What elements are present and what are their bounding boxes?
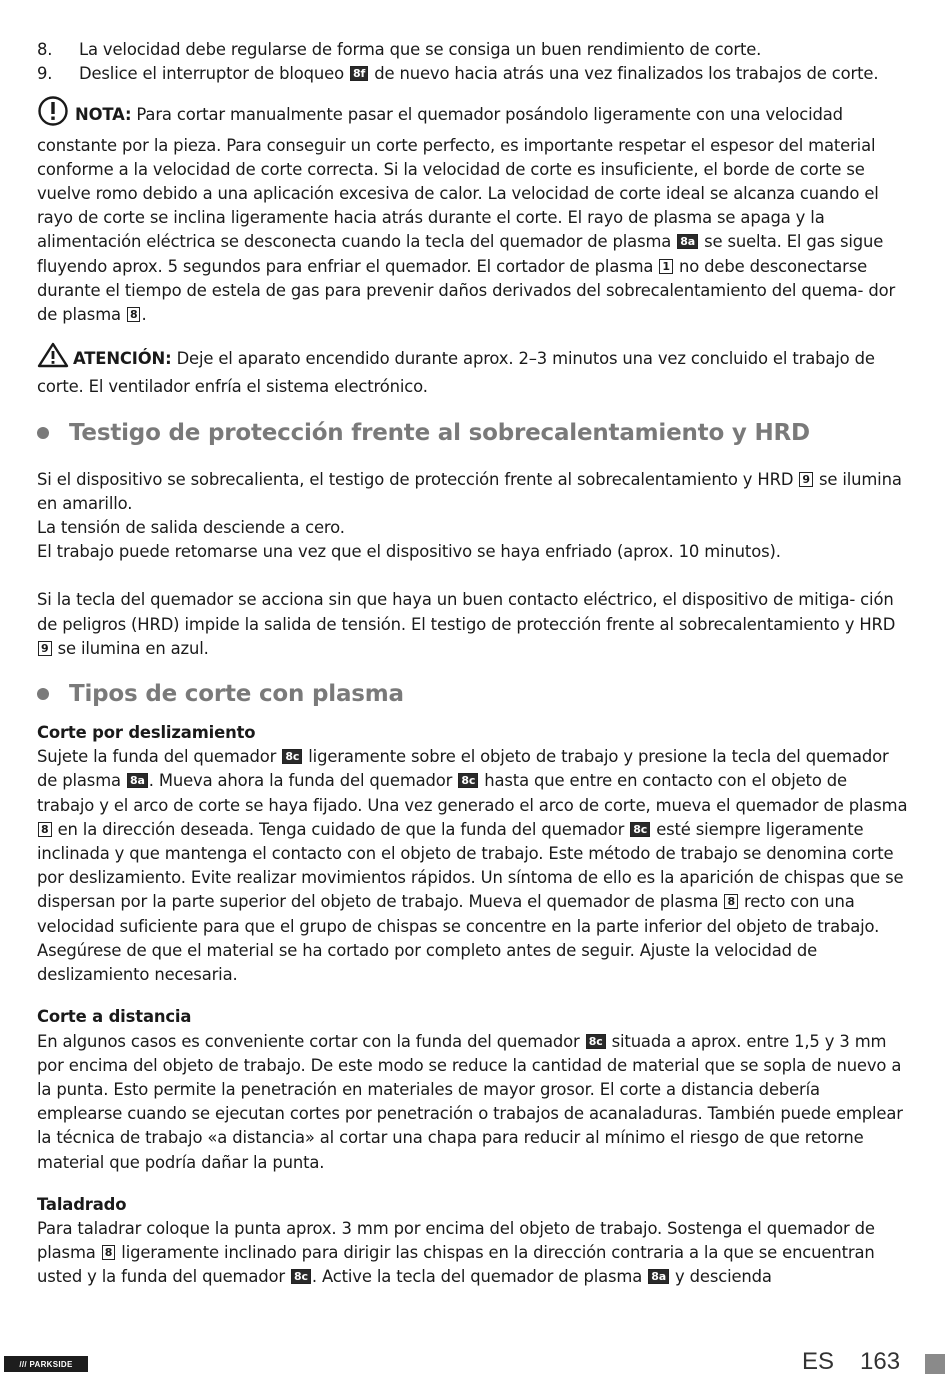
part-ref-badge: 8c (291, 1269, 311, 1284)
list-item (37, 62, 909, 86)
subheading: Taladrado (37, 1194, 127, 1214)
paragraph: Si la tecla del quemador se acciona sin que haya un buen contacto eléctrico, el dispositivo de mitiga- ción de peligros (HRD) impide la salida de tensión. El testigo de protección frente al sobrecalentamiento y HRD 9 se ilumina en azul. (37, 590, 896, 658)
paragraph: El trabajo puede retomarse una vez que el dispositivo se haya enfriado (aprox. 10 minutos). (37, 542, 781, 562)
page-number: 163 (860, 1348, 901, 1375)
list-number: 8. (37, 40, 53, 59)
list-number: 9. (37, 64, 53, 84)
paragraph: Para taladrar coloque la punta aprox. 3 mm por encima del objeto de trabajo. Sostenga el quemador de plasma 8 ligeramente inclinado para dirigir las chispas en la dirección contraria a la que se encuentran usted y la funda del quemador 8c . Active la tecla del quemador de plasma 8a y descienda (37, 1218, 875, 1287)
list-text: Deslice el interruptor de bloqueo (79, 64, 344, 84)
paragraph: En algunos casos es conveniente cortar con la funda del quemador 8c situada a aprox. entre 1,5 y 3 mm por encima del objeto de trabajo. De este modo se reduce la cantidad de material que se sopla de nuevo a la punta. Esto permite la penetración en materiales de mayor grosor. El corte a distancia debería emplearse cuando se ejecutan cortes por penetración o trabajos de acanaladuras. También puede emplear la técnica de trabajo «a distancia» al cortar una chapa para reducir al mínimo el riesgo de que retorne material que podría dañar la punta. (37, 1031, 903, 1172)
part-ref-badge: 8c (630, 822, 650, 837)
subheading: Corte por deslizamiento (37, 723, 256, 743)
part-ref-badge: 8 (127, 307, 141, 322)
part-ref-badge: 1 (659, 259, 673, 274)
warning-paragraph: ATENCIÓN: Deje el aparato encendido durante aprox. 2–3 minutos una vez concluido el trabajo de corte. El ventilador enfría el sistema electrónico. (37, 342, 909, 399)
exclamation-circle-icon (37, 96, 71, 133)
section-heading: Testigo de protección frente al sobrecalentamiento y HRD (37, 418, 909, 448)
part-ref-badge: 8 (102, 1245, 116, 1260)
part-ref-badge: 9 (38, 641, 52, 656)
list-text: de nuevo hacia atrás una vez finalizados los trabajos de corte. (374, 64, 879, 84)
note-paragraph: NOTA: Para cortar manualmente pasar el quemador posándolo ligeramente con una velocidad constante por la pieza. Para conseguir un corte perfecto, es importante respetar el espesor del material conforme a la velocidad de corte correcta. Si la velocidad de corte es insuficiente, el borde de corte se vuelve romo debido a una aplicación excesiva de calor. La velocidad de corte ideal se alcanza cuando el rayo de corte se inclina ligeramente hacia atrás durante el corte. El rayo de plasma se apaga y la alimentación eléctrica se desconecta cuando la tecla del quemador de plasma 8a se suelta. El gas sigue fluyendo aprox. 5 segundos para enfriar el quemador. El cortador de plasma 1 no debe desconectarse durante el tiempo de estela de gas para prevenir daños derivados del sobrecalentamiento del quema- dor de plasma 8 . (37, 96, 909, 327)
part-ref-badge: 8c (282, 749, 302, 764)
section-heading: Tipos de corte con plasma (37, 679, 909, 709)
paragraph: La tensión de salida desciende a cero. (37, 518, 345, 538)
warning-label: ATENCIÓN: (73, 349, 172, 369)
part-ref-badge: 8c (586, 1034, 606, 1049)
subheading: Corte a distancia (37, 1007, 192, 1027)
bullet-icon (37, 688, 49, 700)
part-ref-badge: 8a (648, 1269, 669, 1284)
language-code: ES (802, 1348, 835, 1375)
part-ref-badge: 9 (799, 472, 813, 487)
warning-triangle-icon (37, 342, 69, 375)
part-ref-badge: 8 (724, 894, 738, 909)
paragraph: Si el dispositivo se sobrecalienta, el testigo de protección frente al sobrecalentamiento y HRD 9 se ilumina en amarillo. (37, 469, 902, 513)
page-marker (925, 1354, 945, 1374)
brand-logo: /// PARKSIDE (4, 1356, 88, 1372)
bullet-icon (37, 427, 49, 439)
part-ref-badge: 8a (677, 234, 698, 249)
part-ref-badge: 8a (127, 773, 148, 788)
note-label: NOTA: (75, 105, 132, 125)
part-ref-badge: 8f (350, 66, 368, 81)
part-ref-badge: 8c (458, 773, 478, 788)
list-item (37, 38, 909, 62)
document-body (37, 38, 909, 1290)
paragraph: Sujete la funda del quemador 8c ligeramente sobre el objeto de trabajo y presione la tecla del quemador de plasma 8a . Mueva ahora la funda del quemador 8c hasta que entre en contacto con el objeto de trabajo y el arco de corte se haya fijado. Una vez generado el arco de corte, mueva el quemador de plasma 8 en la dirección deseada. Tenga cuidado de que la funda del quemador 8c esté siempre ligeramente inclinada y que mantenga el contacto con el objeto de trabajo. Este método de trabajo se denomina corte por deslizamiento. Evite realizar movimientos rápidos. Un síntoma de ello es la aparición de chispas que se dispersan por la parte superior del objeto de trabajo. Mueva el quemador de plasma 8 recto con una velocidad suficiente para que el grupo de chispas se concentre en la parte inferior del objeto de trabajo. Asegúrese de que el material se ha cortado por completo antes de seguir. Ajuste la velocidad de deslizamiento necesaria. (37, 747, 908, 985)
part-ref-badge: 8 (38, 822, 52, 837)
list-text: La velocidad debe regularse de forma que se consiga un buen rendimiento de corte. (79, 40, 762, 59)
